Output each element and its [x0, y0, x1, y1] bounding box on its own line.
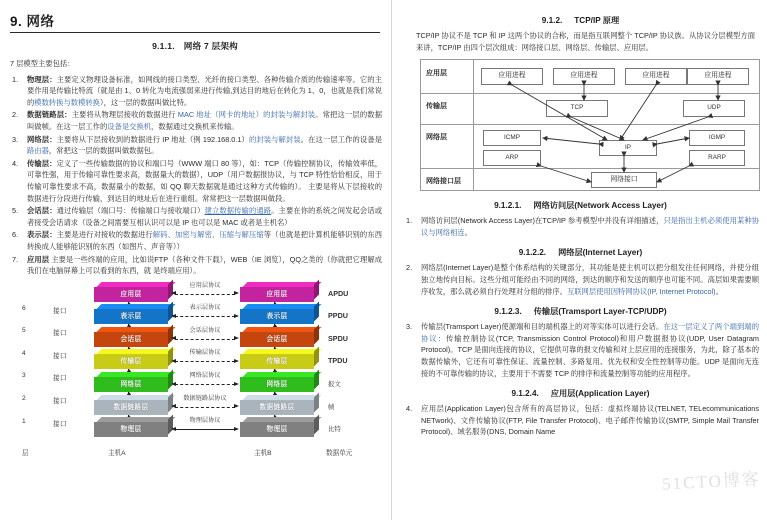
- osi-protocol-label: 会话层协议: [189, 326, 221, 334]
- item-tail-2: ，常把这一层的数据叫做数据包。: [48, 146, 159, 156]
- osi-7-layer-diagram: [8, 281, 380, 457]
- item-link[interactable]: 解码、加密与解密、压缩与解压缩: [152, 230, 264, 240]
- list-item: [402, 321, 759, 379]
- item-tail: 。常把这一层的数据叫做帧。在这一层工作的: [27, 110, 383, 131]
- item-text: 网络访问层(Network Access Layer)在TCP/IP 参考模型中并没有详细描述，: [421, 216, 664, 226]
- osi-layer-block-a: [94, 287, 168, 302]
- tcpip-app-process-label: 应用进程: [642, 72, 670, 80]
- osi-layer-block-b: [240, 354, 314, 369]
- title-underline: [10, 32, 380, 33]
- item-text: 传输层(Tramsport Layer)使源端和目的端机器上的对等实体可以进行会话。: [421, 322, 664, 332]
- item-tail: ），这一层的数据叫做比特。: [99, 97, 192, 107]
- item-label: 应用层: [27, 254, 50, 264]
- osi-interface-label: 接口: [53, 307, 67, 315]
- section-number: 9.1.2.1.: [494, 201, 522, 211]
- transport-layer-list: [402, 321, 759, 379]
- osi-interface-number: 5: [22, 327, 26, 335]
- item-label: 表示层：: [27, 230, 57, 240]
- page-title: 9. 网络: [10, 14, 55, 29]
- item-link[interactable]: 在这一层定义了两个端到端的协议: [421, 322, 760, 343]
- osi-host-b-label: 主机B: [254, 449, 272, 457]
- tcpip-rarp-box-label: RARP: [708, 153, 726, 161]
- tcpip-connection-arrows: [421, 60, 759, 190]
- osi-pdu-label: 帧: [328, 403, 335, 411]
- item-tail: 。主要在你的系统之间发起会话或者接受会话请求（设备之间需要互相认识可以是 IP 也可以是 MAC 或者是主机名）: [27, 206, 383, 227]
- tcpip-ip-box-label: IP: [624, 143, 632, 151]
- tcpip-tcp-box-label: TCP: [570, 104, 584, 112]
- osi-protocol-label: 数据链路层协议: [183, 394, 227, 402]
- tcpip-icmp-box-label: ICMP: [504, 133, 520, 141]
- osi-protocol-label: 物理层协议: [189, 417, 221, 425]
- osi-layer-label: 应用层: [120, 290, 142, 298]
- item-tail: 等（也就是把计算机能够识别的东西转换成人能够能识别的东西（如图片、声音等））: [27, 230, 383, 251]
- osi-layer-column-label: 层: [22, 449, 29, 457]
- item-text: 定义了一些传输数据的协议和端口号（WWW 端口 80 等），如：TCP（传输控制协议，传输效率低，可靠性强，用于传输可靠性要求高，数据量大的数据），UDP（用户数据报协议，与 TCP 特性恰恰相反，用于传输可靠性要求不高，数据量小的数据，如 QQ 聊天数据就是通过这种方式传输的）。 主要是将从下层接收的数据进行分段进行传输，到达目的地址后在进行重组。常常把这一层数据叫做段。: [27, 158, 382, 203]
- osi-protocol-arrow: [171, 407, 239, 408]
- osi-layer-label: 数据链路层: [259, 403, 295, 411]
- list-item: [8, 74, 382, 109]
- item-text: 网络层(Internet Layer)是整个体系结构的关键部分，其功能是使主机可以把分组发往任何网络，并使分组独立地传向目标。这些分组可能经由不同的网络，到达的顺序和发送的顺序也可能不同。高层如果需要顺序收发，那么就必须自行处理对分组的排序。: [421, 263, 759, 296]
- osi-protocol-arrow: [171, 339, 239, 340]
- right-column: [392, 0, 767, 520]
- tcpip-app-process-label: 应用进程: [570, 72, 598, 80]
- tcpip-app-process-label: 应用进程: [704, 72, 732, 80]
- item-text: 主要将从下层接收到的数据进行 IP 地址（例 192.168.0.1）: [56, 134, 249, 144]
- osi-interface-number: 1: [22, 417, 26, 425]
- osi-protocol-label: 网络层协议: [189, 372, 221, 380]
- item-tail: 。: [715, 286, 723, 296]
- list-item: [8, 205, 382, 228]
- section-heading-9124: [402, 388, 759, 399]
- osi-layer-label: 会话层: [120, 335, 142, 343]
- section-title-cn: 传输层: [533, 307, 559, 317]
- section-number: 9.1.2.: [541, 16, 563, 25]
- item-tail-2: ，数据通过交换机来传输。: [151, 121, 239, 131]
- osi-host-a-label: 主机A: [108, 449, 126, 457]
- osi-layer-label: 数据链路层: [113, 403, 149, 411]
- tcpip-network-interface-box-label: 网络接口: [610, 175, 638, 183]
- section-title-cn: 网络访问层: [533, 201, 575, 211]
- osi-protocol-label: 传输层协议: [189, 349, 221, 357]
- osi-interface-label: 接口: [53, 398, 67, 406]
- osi-protocol-arrow: [171, 384, 239, 385]
- list-lead-text: 7 层模型主要包括：: [10, 59, 75, 68]
- section-heading-9121: [402, 200, 759, 211]
- list-item: [402, 215, 759, 238]
- section-title: TCP/IP 原理: [574, 16, 620, 25]
- section-title: 网络 7 层架构: [183, 41, 238, 51]
- item-text: 主要定义物理设备标准，如网线的接口类型、光纤的接口类型、各种传输介质的传输速率等。它的主要作用是传输比特流（就是由 1、0 转化为电流强弱来进行传输,到达目的地后在转化为 1、0，也就是我们常说的: [27, 74, 382, 107]
- osi-layer-block-a: [94, 422, 168, 437]
- section-heading-9122: [402, 247, 759, 258]
- tcpip-arp-box-label: ARP: [505, 153, 519, 161]
- osi-protocol-arrow: [171, 294, 239, 295]
- tcpip-architecture-diagram: [420, 59, 760, 191]
- osi-layer-block-a: [94, 354, 168, 369]
- osi-protocol-arrow: [171, 361, 239, 362]
- item-text: 主要将从物理层接收的数据进行: [71, 110, 178, 120]
- osi-pdu-label: 报文: [328, 381, 341, 389]
- section-number: 9.1.1.: [152, 41, 175, 51]
- osi-layer-list: [8, 74, 382, 277]
- osi-layer-label: 网络层: [120, 381, 142, 389]
- item-link[interactable]: 的封装与解封装: [248, 134, 301, 144]
- item-label: 物理层：: [27, 74, 57, 84]
- osi-layer-label: 物理层: [120, 426, 142, 434]
- list-item: [402, 262, 759, 297]
- osi-protocol-arrow: [171, 316, 239, 317]
- item-text: 主要是一些终端的应用，比如说FTP（各种文件下载），WEB（IE 浏览），QQ之类的（你就把它理解成我们在电脑屏幕上可以看到的东西，就 是终端应用）。: [27, 254, 383, 276]
- osi-interface-label: 接口: [53, 352, 67, 360]
- osi-layer-label: 传输层: [266, 358, 288, 366]
- list-item: [8, 134, 382, 157]
- osi-pdu-label: 比特: [328, 426, 341, 434]
- list-item: [8, 158, 382, 204]
- osi-layer-label: 物理层: [266, 426, 288, 434]
- section-heading-912: [402, 15, 759, 26]
- tcpip-app-process-label: 应用进程: [498, 72, 526, 80]
- osi-data-unit-label: 数据单元: [326, 449, 353, 457]
- tcpip-udp-box-label: UDP: [707, 104, 721, 112]
- osi-layer-label: 会话层: [266, 335, 288, 343]
- list-item: [402, 403, 759, 438]
- section-title-cn: 网络层: [558, 248, 583, 258]
- item-link[interactable]: MAC 地址（网卡的地址）的封装与解封装: [177, 110, 316, 120]
- list-item: [8, 229, 382, 252]
- osi-interface-number: 6: [22, 304, 26, 312]
- item-link-2[interactable]: 设备是交换机: [107, 121, 152, 131]
- osi-layer-block-a: [94, 377, 168, 392]
- tcpip-intro-text: TCP/IP 协议不是 TCP 和 IP 这两个协议的合称，而是指互联网整个 TCP/IP 协议族。从协议分层模型方面来讲，TCP/IP 由四个层次组成：网络接口层、网络层、传输层、应用层。: [416, 31, 755, 52]
- osi-layer-label: 应用层: [266, 290, 288, 298]
- osi-interface-number: 2: [22, 395, 26, 403]
- osi-layer-label: 表示层: [120, 313, 142, 321]
- item-text: 应用层(Application Layer)包含所有的高层协议，包括：虚拟终端协议(TELNET, TELecommunications NETwork)、文件传输协议(FTP, File Transfer Protocol)、电子邮件传输协议(SMTP, Simple Mail Transfer Protocol)、域名服务(DNS, Domain Name: [421, 404, 759, 437]
- section-title-cn: 应用层: [550, 389, 576, 399]
- osi-interface-label: 接口: [53, 375, 67, 383]
- section-number: 9.1.2.3.: [494, 307, 522, 317]
- section-heading-9123: [402, 306, 759, 317]
- item-link[interactable]: 建立数据传输的通路: [204, 206, 272, 216]
- osi-layer-block-a: [94, 400, 168, 415]
- osi-protocol-label: 表示层协议: [189, 304, 221, 312]
- osi-layer-block-b: [240, 309, 314, 324]
- item-link[interactable]: 互联网层使用因特网协议(IP, Internet Protocol): [566, 286, 716, 296]
- item-label: 传输层：: [27, 158, 57, 168]
- section-heading-911: [8, 40, 382, 52]
- osi-protocol-label: 应用层协议: [189, 281, 221, 289]
- osi-layer-block-a: [94, 309, 168, 324]
- item-tail: 。: [464, 227, 473, 237]
- tcpip-layer-label: 网络层: [426, 134, 447, 142]
- osi-pdu-label: SPDU: [328, 333, 348, 343]
- tcpip-igmp-box-label: IGMP: [708, 133, 726, 141]
- item-link-2[interactable]: 路由器: [27, 146, 49, 156]
- osi-layer-label: 传输层: [120, 358, 142, 366]
- osi-interface-label: 接口: [53, 330, 67, 338]
- section-title-en: (Tramsport Layer-TCP/UDP): [558, 307, 667, 317]
- tcpip-layer-label: 网络接口层: [426, 178, 461, 186]
- tcpip-layer-label: 应用层: [426, 70, 447, 78]
- item-label: 会话层：: [27, 206, 57, 216]
- item-tail: 。在这一层工作的设备是: [300, 134, 383, 144]
- section-title-en: (Application Layer): [575, 389, 650, 399]
- tcpip-layer-label: 传输层: [426, 103, 447, 111]
- watermark: 51CTO博客: [661, 469, 762, 494]
- osi-layer-block-b: [240, 377, 314, 392]
- osi-layer-block-b: [240, 422, 314, 437]
- osi-layer-block-b: [240, 287, 314, 302]
- item-label: 网络层：: [27, 134, 57, 144]
- osi-protocol-arrow: [171, 429, 239, 430]
- list-item: [8, 254, 382, 277]
- item-label: 数据链路层：: [27, 110, 72, 120]
- section-number: 9.1.2.4.: [511, 389, 539, 399]
- internet-layer-list: [402, 262, 759, 297]
- osi-pdu-label: PPDU: [328, 311, 348, 321]
- osi-interface-number: 3: [22, 372, 26, 380]
- item-text: 主要是进行对接收的数据进行: [56, 230, 153, 240]
- osi-layer-label: 网络层: [266, 381, 288, 389]
- osi-interface-number: 4: [22, 349, 26, 357]
- network-access-list: [402, 215, 759, 238]
- osi-layer-label: 表示层: [266, 313, 288, 321]
- item-text: 通过传输层（端口号：传输端口与接收端口）: [56, 206, 205, 216]
- application-layer-list: [402, 403, 759, 438]
- osi-pdu-label: TPDU: [328, 356, 348, 366]
- osi-pdu-label: APDU: [328, 288, 349, 298]
- item-link[interactable]: 模数转换与数模转换: [34, 97, 100, 107]
- section-number: 9.1.2.2.: [518, 248, 547, 258]
- section-title-en: (Network Access Layer): [574, 201, 667, 211]
- osi-layer-block-b: [240, 400, 314, 415]
- item-link[interactable]: 只是指出主机必须使用某种协议与网络相连: [421, 216, 759, 237]
- osi-layer-block-a: [94, 332, 168, 347]
- osi-layer-block-b: [240, 332, 314, 347]
- item-tail: ：传输控制协议(TCP, Transmission Control Protocol)和用户数据报协议(UDP, User Datagram Protocol)。TCP 是面向连接的协议，它提供可靠的报文传输和对上层应用的连接服务，为此，除了基本的数据传输外，它还有可靠性保证、流量控制、多路复用、优先权和安全性控制等功能。UDP 是面向无连接的不可靠传输的协议，主要用于不需要 TCP 的排序和流量控制等功能的应用程序。: [421, 333, 759, 378]
- section-title-en: (Internet Layer): [582, 248, 643, 258]
- list-item: [8, 109, 382, 132]
- osi-interface-label: 接口: [53, 420, 67, 428]
